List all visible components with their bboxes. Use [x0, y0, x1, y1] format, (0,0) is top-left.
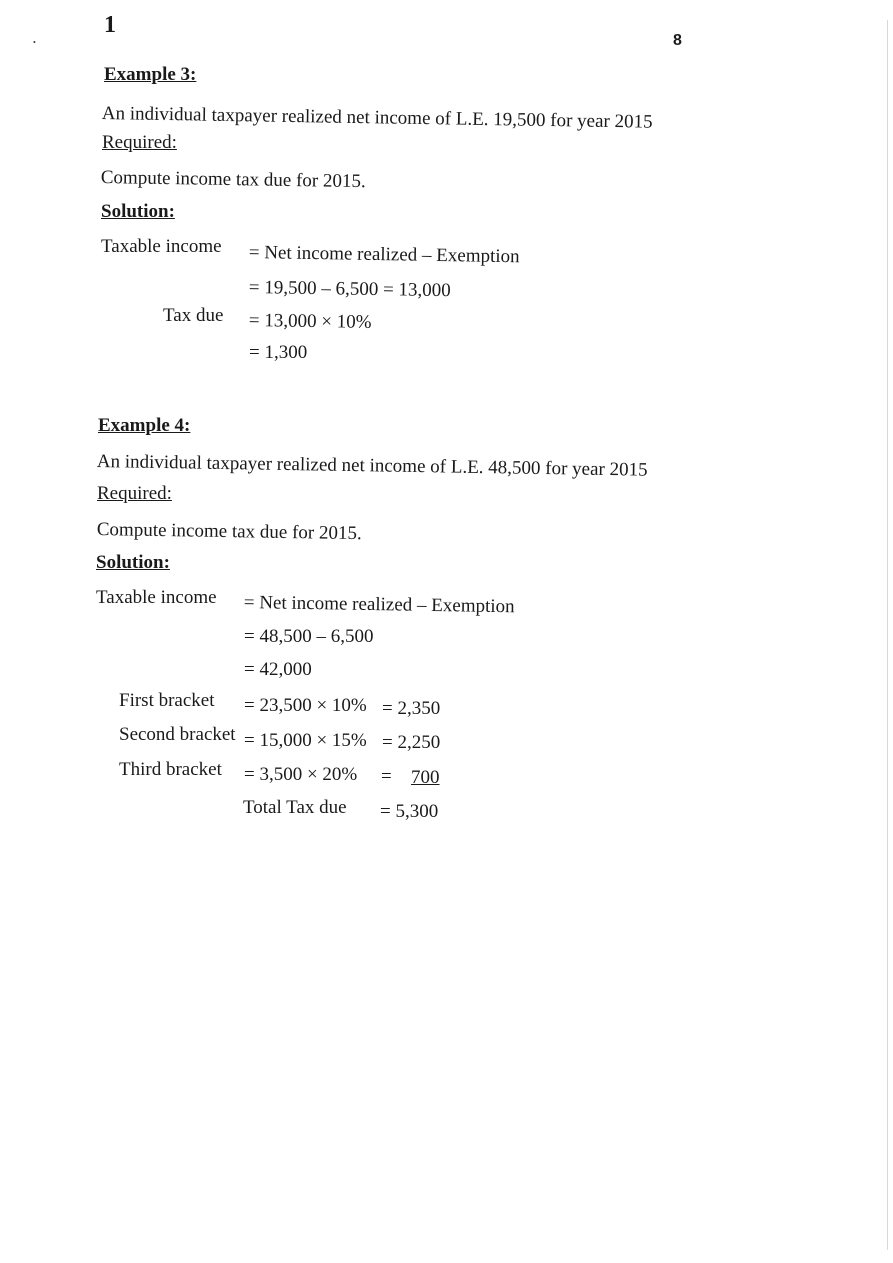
example3-heading: Example 3: — [104, 64, 197, 85]
page-edge — [887, 20, 888, 1250]
example3-tax-due-formula: = 13,000 × 10% — [248, 310, 372, 333]
first-bracket-label: First bracket — [119, 690, 215, 711]
page-number: 8 — [673, 32, 682, 49]
example3-taxable-calc: = 19,500 – 6,500 = 13,000 — [248, 277, 451, 302]
third-bracket-label: Third bracket — [119, 759, 222, 780]
example3-task: Compute income tax due for 2015. — [100, 167, 366, 193]
third-bracket-equals: = — [381, 766, 392, 787]
third-bracket-value: 700 — [411, 767, 440, 788]
example4-required: Required: — [97, 483, 172, 504]
total-tax-result: = 5,300 — [380, 801, 439, 822]
example4-solution: Solution: — [96, 552, 170, 573]
margin-dot: • — [33, 38, 36, 47]
example3-statement: An individual taxpayer realized net income of L.E. 19,500 for year 2015 — [101, 103, 653, 133]
example4-statement: An individual taxpayer realized net income of L.E. 48,500 for year 2015 — [96, 451, 648, 481]
example4-task: Compute income tax due for 2015. — [96, 519, 362, 545]
example4-taxable-calc: = 48,500 – 6,500 — [244, 626, 374, 647]
example4-taxable-result: = 42,000 — [244, 659, 312, 680]
example3-tax-due-result: = 1,300 — [249, 342, 308, 363]
third-bracket-calc: = 3,500 × 20% — [244, 764, 358, 785]
example3-taxable-formula: = Net income realized – Exemption — [248, 242, 520, 268]
example4-heading: Example 4: — [98, 415, 191, 436]
second-bracket-result: = 2,250 — [382, 732, 441, 753]
first-bracket-result: = 2,350 — [382, 698, 441, 719]
second-bracket-label: Second bracket — [119, 724, 236, 745]
corner-mark: 1 — [104, 12, 116, 38]
second-bracket-calc: = 15,000 × 15% — [244, 730, 367, 751]
example3-taxable-label: Taxable income — [101, 236, 222, 257]
example3-solution: Solution: — [101, 201, 175, 222]
example4-taxable-label: Taxable income — [96, 587, 217, 608]
example4-taxable-formula: = Net income realized – Exemption — [243, 592, 515, 618]
example3-tax-due-label: Tax due — [163, 305, 224, 326]
total-tax-label: Total Tax due — [243, 797, 347, 818]
example3-required: Required: — [102, 132, 177, 153]
first-bracket-calc: = 23,500 × 10% — [244, 695, 367, 716]
